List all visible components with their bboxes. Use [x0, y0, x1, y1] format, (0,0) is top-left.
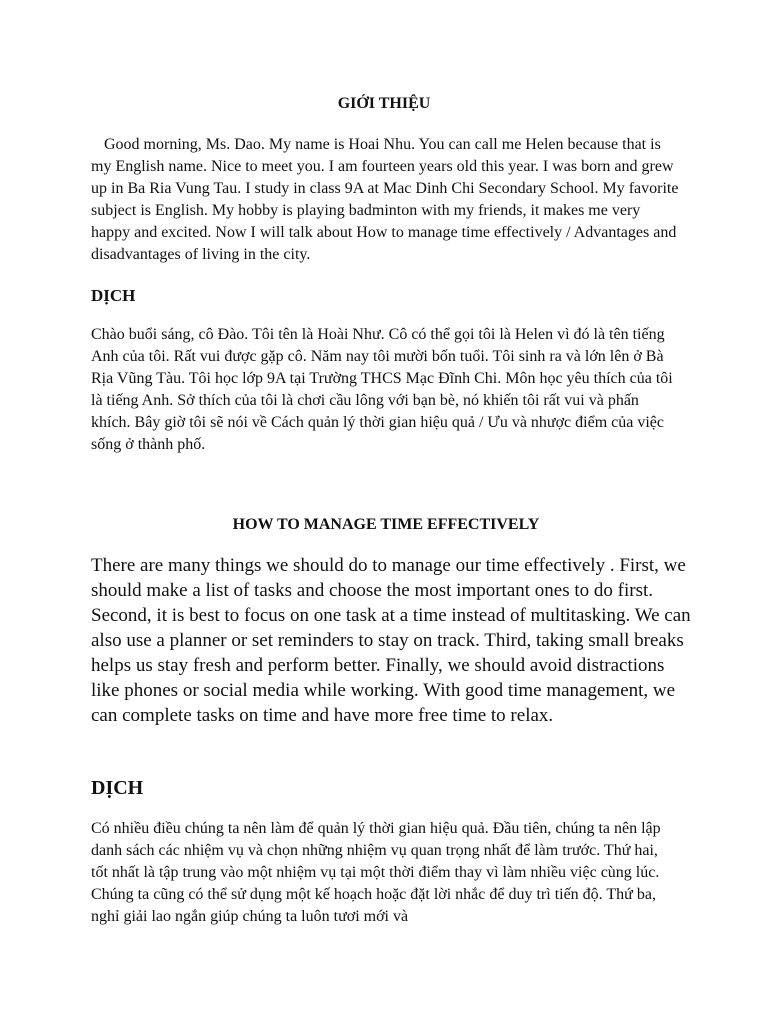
time-management-english-paragraph: There are many things we should do to manage our time effectively . First, we should make a list of tasks and choose the most important ones to do first. Second, it is best to focus on one task at a time instead of multitasking. We can also use a planner or set reminders to stay on track. Third, taking small breaks helps us stay fresh and perform better. Finally, we should avoid distractions like phones or social media while working. With good time management, we can complete tasks on time and have more free time to relax.	[91, 555, 691, 726]
time-management-title: HOW TO MANAGE TIME EFFECTIVELY	[232, 516, 540, 533]
intro-english-paragraph: Good morning, Ms. Dao. My name is Hoai Nhu. You can call me Helen because that is my English name. Nice to meet you. I am fourteen years old this year. I was born and grew up in Ba Ria Vung Tau. I study in class 9A at Mac Dinh Chi Secondary School. My favorite subject is English. My hobby is playing badminton with my friends, it makes me very happy and excited. Now I will talk about How to manage time effectively / Advantages and disadvantages of living in the city.	[91, 136, 679, 263]
time-management-translation-heading: DỊCH	[91, 777, 144, 799]
intro-title: GIỚI THIỆU	[337, 95, 431, 112]
time-management-vietnamese-paragraph: Có nhiều điều chúng ta nên làm để quản lý thời gian hiệu quả. Đầu tiên, chúng ta nên lập danh sách các nhiệm vụ và chọn những nhiệm vụ quan trọng nhất để làm trước. Thứ hai, tốt nhất là tập trung vào một nhiệm vụ tại một thời điểm thay vì làm nhiều việc cùng lúc. Chúng ta cũng có thể sử dụng một kế hoạch hoặc đặt lời nhắc để duy trì tiến độ. Thứ ba, nghỉ giải lao ngắn giúp chúng ta luôn tươi mới và	[91, 820, 661, 925]
intro-vietnamese-paragraph: Chào buổi sáng, cô Đào. Tôi tên là Hoài Như. Cô có thể gọi tôi là Helen vì đó là tên tiếng Anh của tôi. Rất vui được gặp cô. Năm nay tôi mười bốn tuổi. Tôi sinh ra và lớn lên ở Bà Rịa Vũng Tàu. Tôi học lớp 9A tại Trường THCS Mạc Đĩnh Chi. Môn học yêu thích của tôi là tiếng Anh. Sở thích của tôi là chơi cầu lông với bạn bè, nó khiến tôi rất vui và phấn khích. Bây giờ tôi sẽ nói về Cách quản lý thời gian hiệu quả / Ưu và nhược điểm của việc sống ở thành phố.	[91, 326, 673, 453]
intro-translation-heading: DỊCH	[91, 286, 136, 305]
